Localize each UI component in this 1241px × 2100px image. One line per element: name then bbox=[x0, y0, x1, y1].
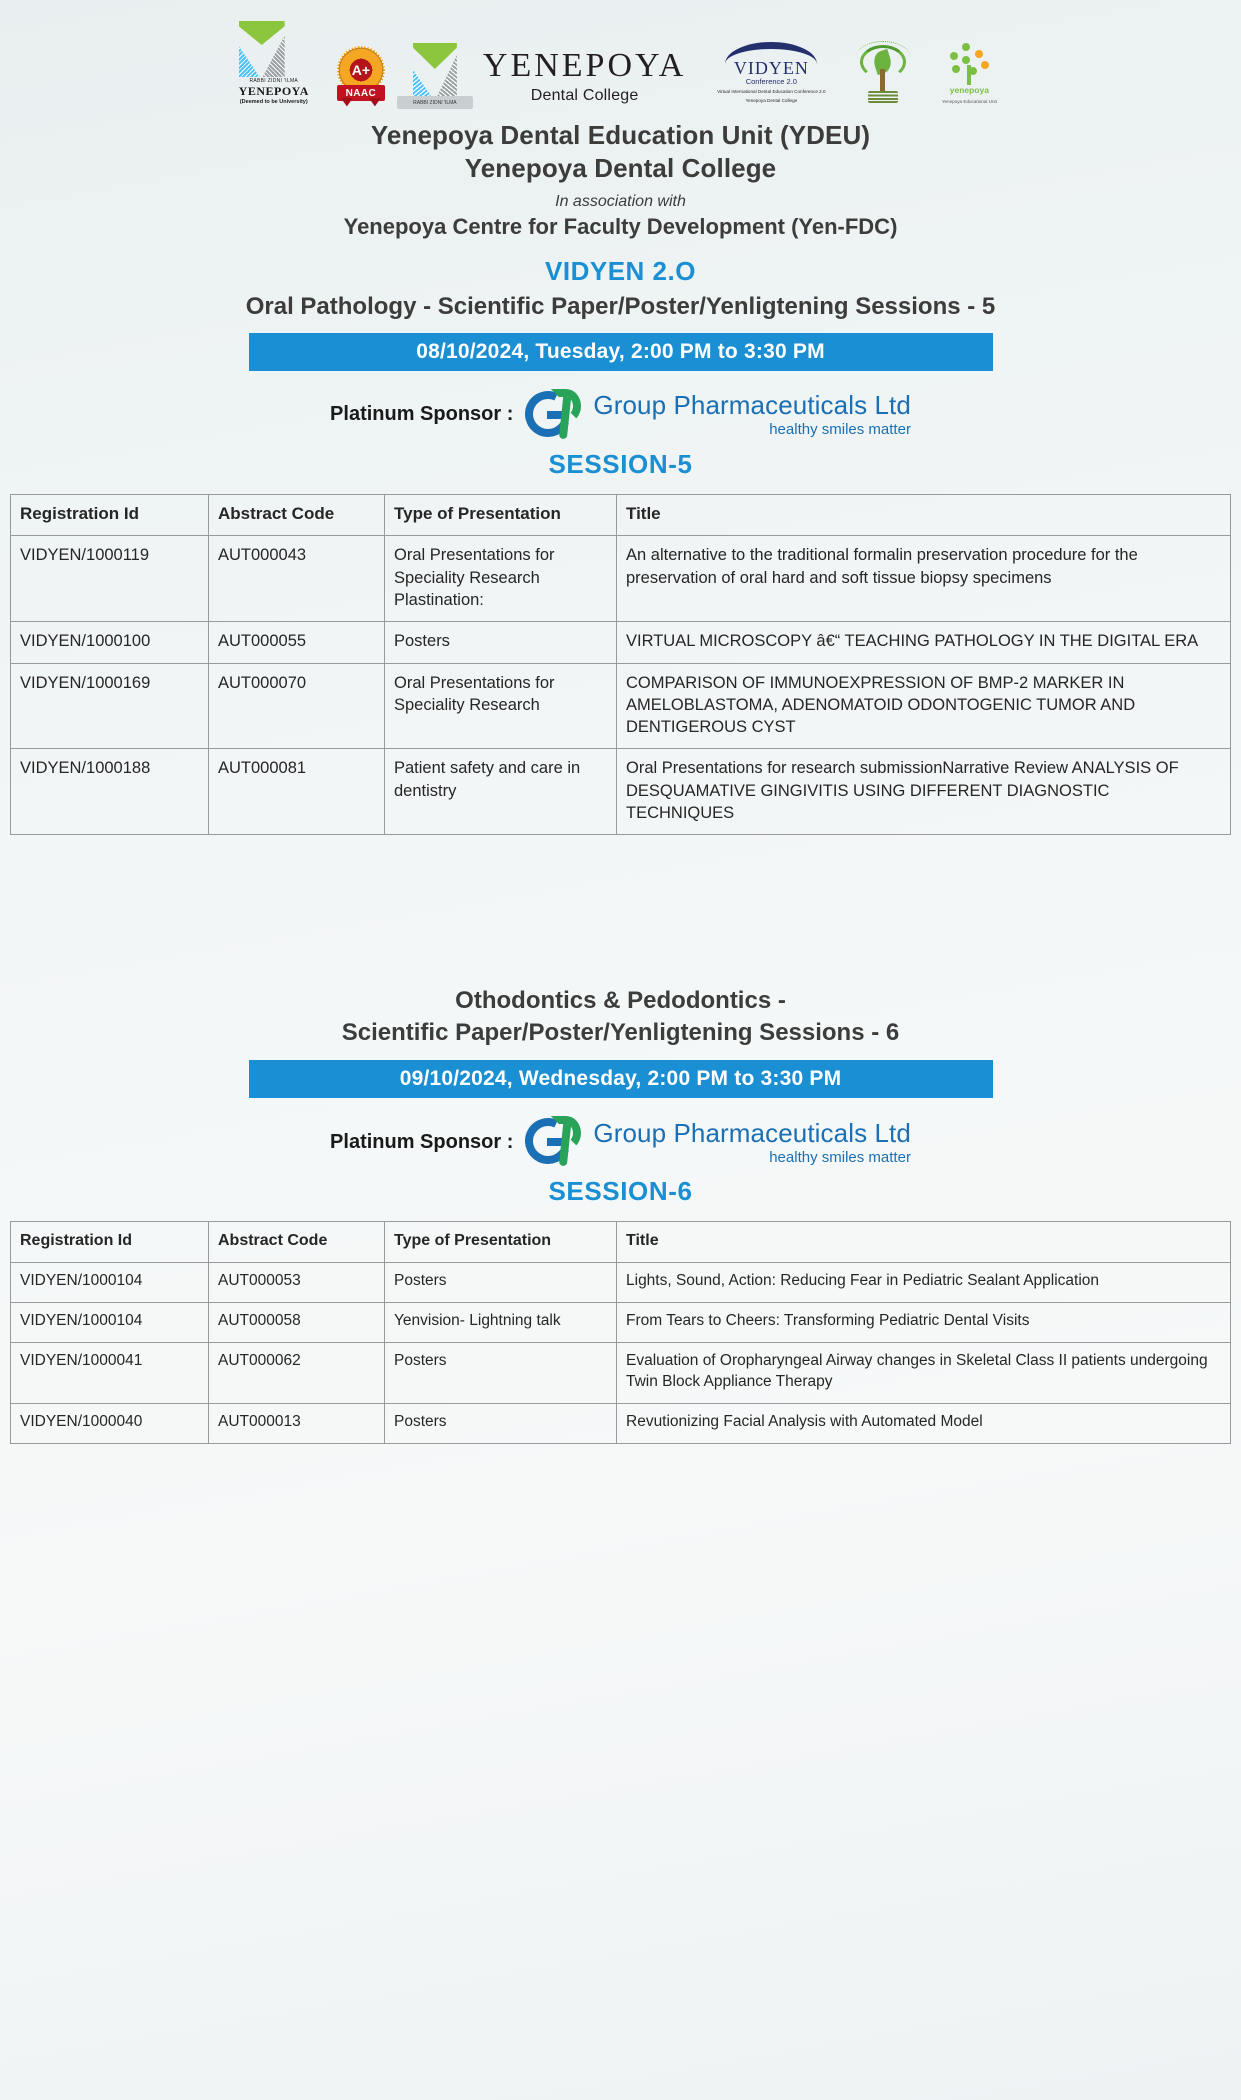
cell-title: COMPARISON OF IMMUNOEXPRESSION OF BMP-2 MARKER IN AMELOBLASTOMA, ADENOMATOID ODONTOGENIC TUMOR AND DENTIGEROUS CYST bbox=[617, 663, 1231, 749]
cell-type: Posters bbox=[385, 622, 617, 663]
cell-type: Oral Presentations for Speciality Research bbox=[385, 663, 617, 749]
naac-grade-label: A+ bbox=[351, 62, 371, 78]
naac-label: NAAC bbox=[337, 85, 385, 101]
section2-sponsor-tagline: healthy smiles matter bbox=[769, 1148, 911, 1166]
org-line-1: Yenepoya Dental Education Unit (YDEU) bbox=[370, 120, 871, 150]
cell-abstract-code: AUT000053 bbox=[209, 1263, 385, 1303]
section1-sponsor-tagline: healthy smiles matter bbox=[769, 420, 911, 438]
cell-abstract-code: AUT000058 bbox=[209, 1302, 385, 1342]
table-row bbox=[11, 1342, 1231, 1403]
group-pharmaceuticals-gp-icon bbox=[525, 389, 581, 441]
section2-subject-line-2: Scientific Paper/Poster/Yenligtening Sessions - 6 bbox=[341, 1018, 900, 1046]
cell-registration-id: VIDYEN/1000104 bbox=[11, 1302, 209, 1342]
section1-header bbox=[0, 119, 1241, 371]
cell-registration-id: VIDYEN/1000119 bbox=[11, 536, 209, 622]
wordmark-dental-college: Dental College bbox=[530, 87, 639, 104]
cell-type: Posters bbox=[385, 1342, 617, 1403]
cell-title: From Tears to Cheers: Transforming Pediatric Dental Visits bbox=[617, 1302, 1231, 1342]
group-pharmaceuticals-gp-icon bbox=[525, 1116, 581, 1168]
column-header-registration-id: Registration Id bbox=[11, 1222, 209, 1263]
org-line-2: Yenepoya Dental College bbox=[464, 153, 777, 184]
yenepoya-ribbon-text: RABBI ZIDNI 'ILMA bbox=[249, 78, 299, 84]
table-row bbox=[11, 1263, 1231, 1303]
table-row bbox=[11, 1302, 1231, 1342]
session6-table bbox=[10, 1221, 1231, 1443]
section2-header bbox=[0, 985, 1241, 1098]
vidyen-footnote-line2: Yenepoya Dental College bbox=[745, 98, 798, 104]
yenepoya-logo-word: YENEPOYA bbox=[238, 84, 309, 98]
cell-abstract-code: AUT000062 bbox=[209, 1342, 385, 1403]
table-row bbox=[11, 1403, 1231, 1443]
vidyen-footnote-line1: Virtual International Dental Education Conference 2.0 bbox=[717, 88, 826, 94]
yenepoya-dental-college-shield-logo bbox=[413, 43, 457, 105]
cell-title: VIRTUAL MICROSCOPY â€“ TEACHING PATHOLOGY IN THE DIGITAL ERA bbox=[617, 622, 1231, 663]
vidyen-conference-logo bbox=[712, 42, 830, 105]
cell-type: Yenvision- Lightning talk bbox=[385, 1302, 617, 1342]
vidyen-logo-word: VIDYEN bbox=[733, 57, 809, 78]
vidyen-conference-label: Conference 2.0 bbox=[745, 76, 797, 86]
section2-date-bar: 09/10/2024, Wednesday, 2:00 PM to 3:30 PM bbox=[249, 1060, 993, 1098]
table-header-row bbox=[11, 1222, 1231, 1263]
yenepoya-shield-icon bbox=[239, 21, 285, 77]
section1-sponsor-label: Platinum Sponsor : bbox=[330, 403, 514, 426]
table-row bbox=[11, 622, 1231, 663]
column-header-type-of-presentation: Type of Presentation bbox=[385, 494, 617, 536]
section1-sponsor-name: Group Pharmaceuticals Ltd bbox=[593, 389, 911, 420]
section2-sponsor-label: Platinum Sponsor : bbox=[330, 1130, 514, 1153]
dental-shield-ribbon-text: RABBI ZIDNI 'ILMA bbox=[397, 96, 473, 109]
session5-table bbox=[10, 494, 1231, 836]
table-row bbox=[11, 749, 1231, 835]
cell-abstract-code: AUT000055 bbox=[209, 622, 385, 663]
naac-a-plus-accreditation-badge bbox=[335, 47, 387, 105]
column-header-type-of-presentation: Type of Presentation bbox=[385, 1222, 617, 1263]
cell-type: Patient safety and care in dentistry bbox=[385, 749, 617, 835]
column-header-registration-id: Registration Id bbox=[11, 494, 209, 536]
cell-registration-id: VIDYEN/1000169 bbox=[11, 663, 209, 749]
section2-sponsor-text bbox=[593, 1119, 911, 1166]
wordmark-yenepoya: YENEPOYA bbox=[482, 47, 687, 84]
section1-session-heading: SESSION-5 bbox=[548, 448, 693, 479]
yenepoya-deemed-university-logo bbox=[239, 21, 309, 105]
column-header-abstract-code: Abstract Code bbox=[209, 1222, 385, 1263]
section2-subject-line-1: Othodontics & Pedodontics - bbox=[455, 987, 786, 1015]
cell-type: Posters bbox=[385, 1403, 617, 1443]
table-row bbox=[11, 536, 1231, 622]
section2-session-heading: SESSION-6 bbox=[548, 1176, 693, 1207]
educational-unit-trunk-icon bbox=[967, 65, 971, 85]
section1-sponsor-text bbox=[593, 391, 911, 438]
cell-title: An alternative to the traditional formalin preservation procedure for the preservation of oral hard and soft tissue biopsy specimens bbox=[617, 536, 1231, 622]
yenepoya-dental-college-wordmark bbox=[483, 49, 686, 105]
cell-title: Revutionizing Facial Analysis with Automated Model bbox=[617, 1403, 1231, 1443]
logo-band bbox=[0, 0, 1241, 105]
educational-unit-subtext: Yenepoya Educational Unit bbox=[941, 99, 997, 104]
cell-title: Evaluation of Oropharyngeal Airway changes in Skeletal Class II patients undergoing Twin Block Appliance Therapy bbox=[617, 1342, 1231, 1403]
yenepoya-centre-faculty-development-logo bbox=[856, 45, 910, 105]
table-header-row bbox=[11, 494, 1231, 536]
cell-registration-id: VIDYEN/1000100 bbox=[11, 622, 209, 663]
cell-abstract-code: AUT000013 bbox=[209, 1403, 385, 1443]
cell-type: Oral Presentations for Speciality Research Plastination: bbox=[385, 536, 617, 622]
cell-registration-id: VIDYEN/1000188 bbox=[11, 749, 209, 835]
educational-unit-word: yenepoya bbox=[949, 85, 989, 95]
event-title: VIDYEN 2.O bbox=[545, 255, 696, 286]
section1-sponsor bbox=[0, 389, 1241, 441]
table-row bbox=[11, 663, 1231, 749]
tree-base-icon bbox=[868, 91, 898, 103]
cell-title: Lights, Sound, Action: Reducing Fear in Pediatric Sealant Application bbox=[617, 1263, 1231, 1303]
section2-sponsor-name: Group Pharmaceuticals Ltd bbox=[593, 1117, 911, 1148]
section2-sponsor bbox=[0, 1116, 1241, 1168]
cell-registration-id: VIDYEN/1000040 bbox=[11, 1403, 209, 1443]
cell-registration-id: VIDYEN/1000104 bbox=[11, 1263, 209, 1303]
cell-type: Posters bbox=[385, 1263, 617, 1303]
partner-name: Yenepoya Centre for Faculty Development (Yen-FDC) bbox=[343, 213, 898, 239]
tree-trunk-icon bbox=[880, 69, 885, 91]
cell-registration-id: VIDYEN/1000041 bbox=[11, 1342, 209, 1403]
yenepoya-logo-subtext: (Deemed to be University) bbox=[239, 99, 308, 105]
dental-college-shield-icon bbox=[413, 43, 457, 105]
column-header-title: Title bbox=[617, 494, 1231, 536]
cell-abstract-code: AUT000081 bbox=[209, 749, 385, 835]
section1-subject-line: Oral Pathology - Scientific Paper/Poster/Yenligtening Sessions - 5 bbox=[245, 292, 996, 320]
column-header-abstract-code: Abstract Code bbox=[209, 494, 385, 536]
section1-date-bar: 08/10/2024, Tuesday, 2:00 PM to 3:30 PM bbox=[249, 333, 993, 371]
cell-abstract-code: AUT000070 bbox=[209, 663, 385, 749]
cell-title: Oral Presentations for research submissionNarrative Review ANALYSIS OF DESQUAMATIVE GINGIVITIS USING DIFFERENT DIAGNOSTIC TECHNIQUES bbox=[617, 749, 1231, 835]
cell-abstract-code: AUT000043 bbox=[209, 536, 385, 622]
column-header-title: Title bbox=[617, 1222, 1231, 1263]
association-label: In association with bbox=[555, 192, 686, 210]
yenepoya-educational-unit-logo bbox=[936, 43, 1002, 105]
